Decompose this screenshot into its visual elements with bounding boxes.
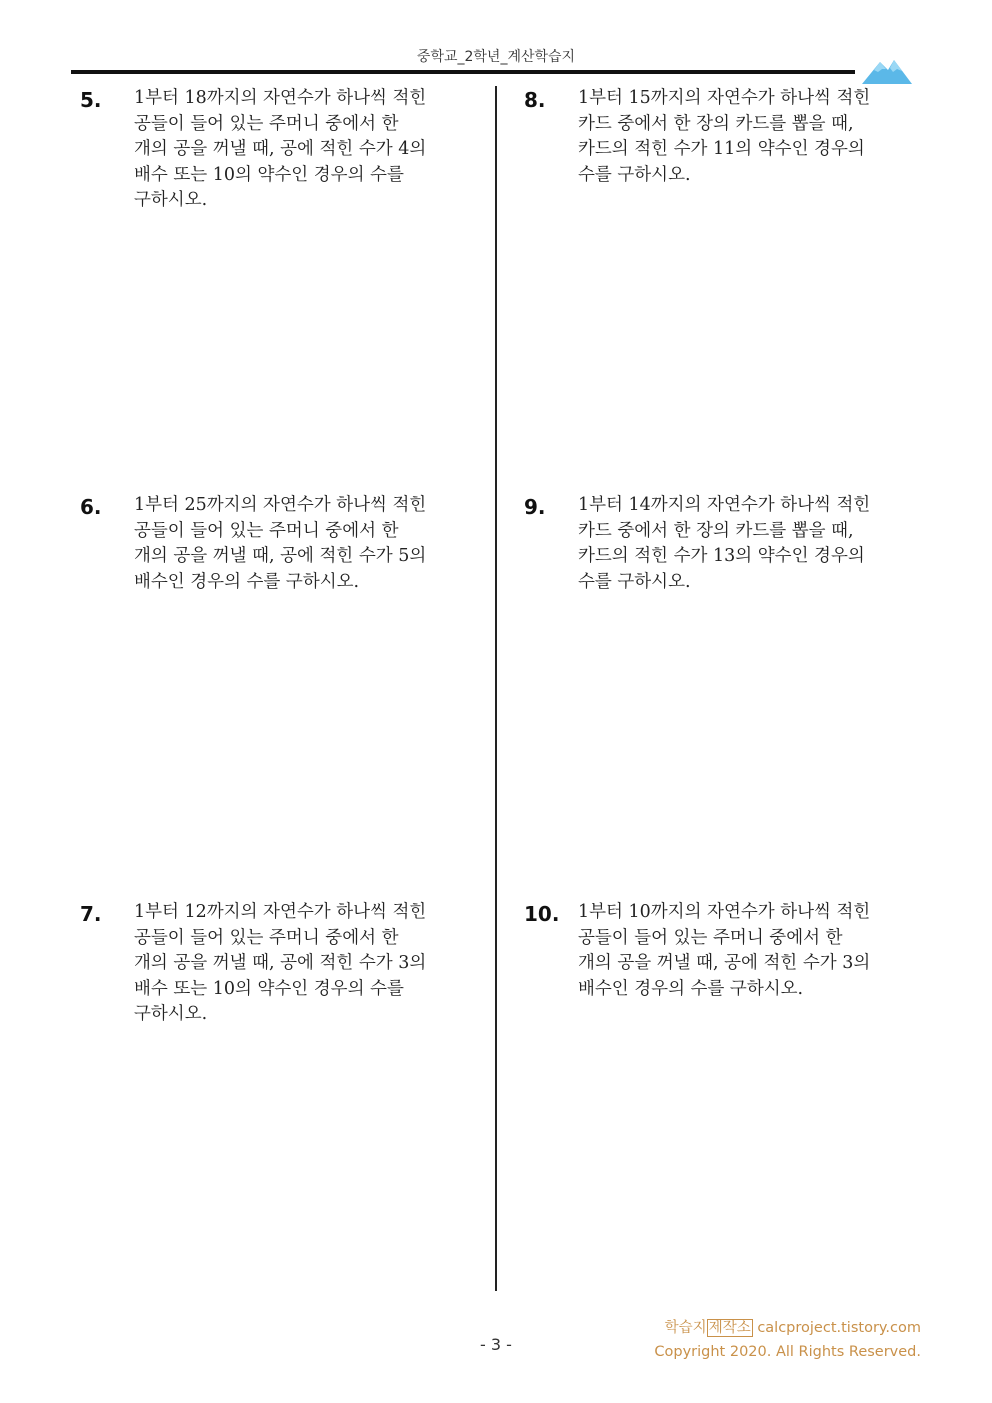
problem-6 bbox=[80, 493, 490, 633]
site-link[interactable]: calcproject.tistory.com bbox=[757, 1320, 921, 1336]
problem-line: 1부터 10까지의 자연수가 하나씩 적힌 bbox=[578, 902, 871, 922]
problem-line: 1부터 14까지의 자연수가 하나씩 적힌 bbox=[578, 495, 871, 515]
problem-text bbox=[134, 86, 426, 214]
page-number: - 3 - bbox=[480, 1335, 512, 1354]
brand-boxed: 제작소 bbox=[708, 1320, 751, 1336]
problem-text bbox=[578, 86, 870, 188]
problem-line: 공들이 들어 있는 주머니 중에서 한 bbox=[578, 927, 843, 948]
problem-line: 1부터 25까지의 자연수가 하나씩 적힌 bbox=[134, 495, 427, 515]
problem-text bbox=[134, 900, 426, 1028]
copyright-text: Copyright 2020. All Rights Reserved. bbox=[654, 1344, 921, 1360]
problem-text bbox=[134, 493, 426, 595]
problem-line: 공들이 들어 있는 주머니 중에서 한 bbox=[134, 520, 399, 541]
mountain-icon bbox=[860, 56, 914, 86]
problem-line: 배수인 경우의 수를 구하시오. bbox=[134, 571, 360, 592]
problem-line: 구하시오. bbox=[134, 190, 208, 211]
problem-5 bbox=[80, 86, 490, 226]
problem-line: 1부터 12까지의 자연수가 하나씩 적힌 bbox=[134, 902, 427, 922]
problem-number: 9. bbox=[524, 495, 546, 519]
problem-line: 1부터 15까지의 자연수가 하나씩 적힌 bbox=[578, 88, 871, 108]
problem-number: 10. bbox=[524, 902, 560, 926]
header-rule bbox=[71, 70, 855, 74]
problem-line: 1부터 18까지의 자연수가 하나씩 적힌 bbox=[134, 88, 427, 108]
problem-line: 개의 공을 꺼낼 때, 공에 적힌 수가 5의 bbox=[134, 546, 427, 567]
problem-number: 5. bbox=[80, 88, 102, 112]
page-header-title: 중학교_2학년_계산학습지 bbox=[416, 49, 576, 65]
problem-line: 배수 또는 10의 약수인 경우의 수를 bbox=[134, 978, 404, 999]
problem-number: 6. bbox=[80, 495, 102, 519]
problem-line: 카드의 적힌 수가 11의 약수인 경우의 bbox=[578, 139, 865, 160]
problem-line: 카드 중에서 한 장의 카드를 뽑을 때, bbox=[578, 113, 854, 134]
problem-text bbox=[578, 900, 870, 1002]
problem-7 bbox=[80, 900, 490, 1040]
problem-line: 카드의 적힌 수가 13의 약수인 경우의 bbox=[578, 546, 865, 567]
problem-line: 배수인 경우의 수를 구하시오. bbox=[578, 978, 804, 999]
problem-line: 개의 공을 꺼낼 때, 공에 적힌 수가 4의 bbox=[134, 139, 427, 160]
problem-line: 카드 중에서 한 장의 카드를 뽑을 때, bbox=[578, 520, 854, 541]
problem-number: 8. bbox=[524, 88, 546, 112]
problem-line: 공들이 들어 있는 주머니 중에서 한 bbox=[134, 927, 399, 948]
column-divider bbox=[495, 86, 497, 1291]
footer bbox=[654, 1316, 921, 1364]
problem-line: 개의 공을 꺼낼 때, 공에 적힌 수가 3의 bbox=[578, 953, 871, 974]
problem-8 bbox=[524, 86, 924, 226]
problem-text bbox=[578, 493, 870, 595]
problem-line: 구하시오. bbox=[134, 1004, 208, 1025]
problem-10 bbox=[524, 900, 924, 1040]
problem-line: 수를 구하시오. bbox=[578, 571, 691, 592]
problem-line: 수를 구하시오. bbox=[578, 164, 691, 185]
problem-line: 배수 또는 10의 약수인 경우의 수를 bbox=[134, 164, 404, 185]
brand-prefix: 학습지 bbox=[664, 1320, 707, 1336]
problem-9 bbox=[524, 493, 924, 633]
problem-number: 7. bbox=[80, 902, 102, 926]
footer-brand-line bbox=[654, 1316, 921, 1340]
problem-line: 개의 공을 꺼낼 때, 공에 적힌 수가 3의 bbox=[134, 953, 427, 974]
problem-line: 공들이 들어 있는 주머니 중에서 한 bbox=[134, 113, 399, 134]
